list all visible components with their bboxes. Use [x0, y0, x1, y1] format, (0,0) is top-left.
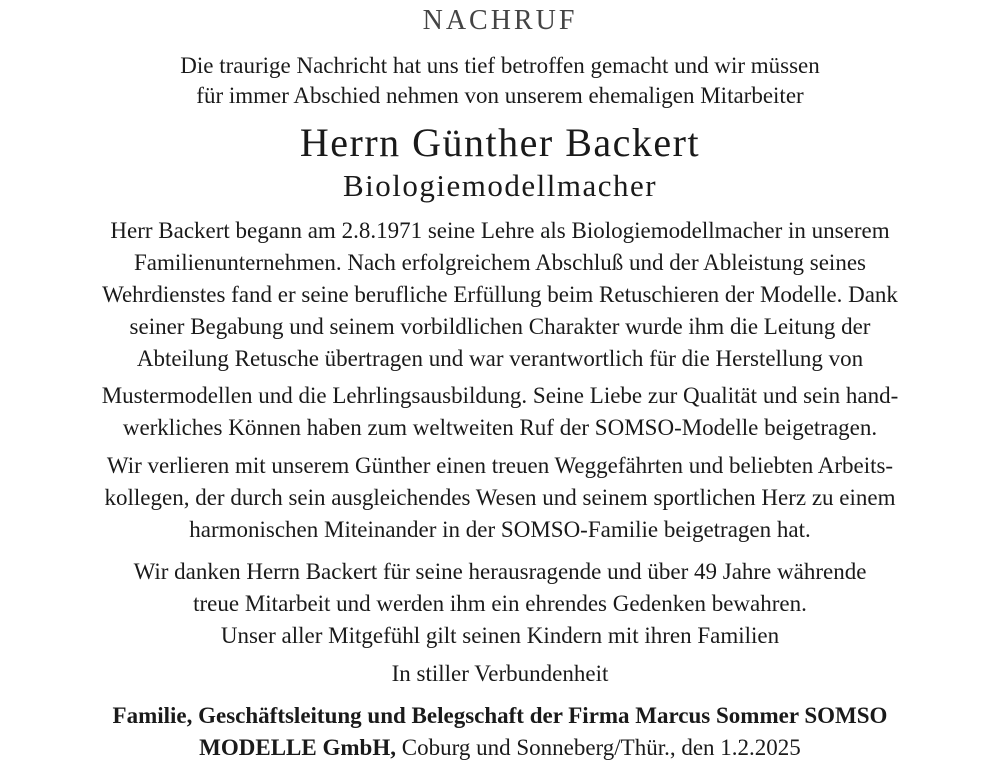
paragraph2-line-3: harmonischen Miteinander in der SOMSO-Familie beigetragen hat. [189, 517, 811, 542]
intro-line-1: Die traurige Nachricht hat uns tief betroffen gemacht und wir müssen [180, 53, 820, 78]
paragraph2-line-2: kollegen, der durch sein ausgleichendes Wesen und seinem sportlichen Herz zu einem [104, 485, 896, 510]
paragraph1-line-3: Wehrdienstes fand er seine berufliche Erfüllung beim Retuschieren der Modelle. Dank [102, 282, 898, 307]
signature-company-name: MODELLE GmbH, [199, 735, 396, 760]
paragraph1-line-4: seiner Begabung und seinem vorbildlichen Charakter wurde ihm die Leitung der [129, 314, 871, 339]
deceased-role: Biologiemodellmacher [342, 168, 658, 203]
paragraph3-line-3: Unser aller Mitgefühl gilt seinen Kindern mit ihren Familien [220, 623, 780, 648]
paragraph1-line-2: Familienunternehmen. Nach erfolgreichem Abschluß und der Ableistung seines [134, 250, 866, 275]
paragraph3-line-1: Wir danken Herrn Backert für seine herausragende und über 49 Jahre währende [133, 559, 867, 584]
paragraph1-line-7: werkliches Können haben zum weltweiten Ruf der SOMSO-Modelle beigetragen. [122, 415, 878, 440]
deceased-name: Herrn Günther Backert [299, 120, 701, 165]
paragraph1-line-6: Mustermodellen und die Lehrlingsausbildung. Seine Liebe zur Qualität und sein hand- [101, 383, 899, 408]
notice-heading: NACHRUF [422, 5, 578, 36]
paragraph1-line-5: Abteilung Retusche übertragen und war verantwortlich für die Herstellung von [136, 346, 864, 371]
paragraph1-line-1: Herr Backert begann am 2.8.1971 seine Lehre als Biologiemodellmacher in unserem [110, 218, 890, 243]
signature-line-1: Familie, Geschäftsleitung und Belegschaft der Firma Marcus Sommer SOMSO [112, 703, 888, 728]
paragraph2-line-1: Wir verlieren mit unserem Günther einen treuen Weggefährten und beliebten Arbeits- [106, 453, 894, 478]
paragraph3-line-2: treue Mitarbeit und werden ihm ein ehrendes Gedenken bewahren. [193, 591, 807, 616]
signature-place-date: Coburg und Sonneberg/Thür., den 1.2.2025 [395, 735, 801, 760]
signature-line-2 [0, 734, 1000, 762]
intro-line-2: für immer Abschied nehmen von unserem ehemaligen Mitarbeiter [196, 83, 804, 108]
closing-line: In stiller Verbundenheit [391, 661, 609, 686]
